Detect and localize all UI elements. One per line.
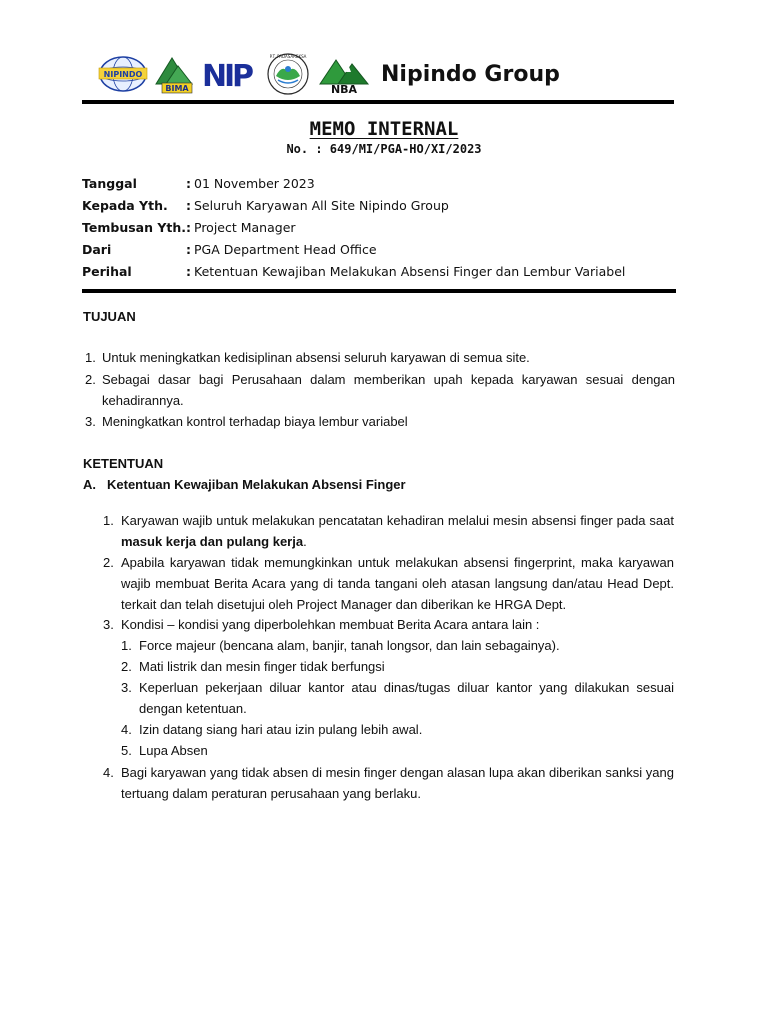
tujuan-item-line: kehadirannya.: [102, 393, 184, 408]
ketentuan-item-line: Karyawan wajib untuk melakukan pencatatan kehadiran melalui mesin absensi finger pada saat: [121, 513, 674, 528]
list-number: 3.: [85, 414, 96, 429]
sub-list-number: 3.: [121, 680, 132, 695]
detail-value: PGA Department Head Office: [194, 242, 377, 257]
tujuan-item-line: Meningkatkan kontrol terhadap biaya lembur variabel: [102, 414, 408, 429]
detail-colon: :: [186, 242, 191, 257]
detail-label: Kepada Yth.: [82, 198, 168, 213]
bima-logo: [152, 52, 196, 96]
detail-value: Seluruh Karyawan All Site Nipindo Group: [194, 198, 449, 213]
detail-label: Tembusan Yth.: [82, 220, 187, 235]
sub-item-line: Mati listrik dan mesin finger tidak berfungsi: [139, 659, 385, 674]
detail-label: Perihal: [82, 264, 132, 279]
detail-colon: :: [186, 264, 191, 279]
pama-logo-text: P.T. PADASAREKSA: [269, 54, 307, 59]
sub-item-line: dengan ketentuan.: [139, 701, 247, 716]
detail-label: Dari: [82, 242, 112, 257]
sub-item-line: Izin datang siang hari atau izin pulang lebih awal.: [139, 722, 423, 737]
tujuan-heading: TUJUAN: [83, 309, 136, 324]
tujuan-item-line: Sebagai dasar bagi Perusahaan dalam memberikan upah kepada karyawan sesuai dengan: [102, 372, 675, 387]
memo-number: No. : 649/MI/PGA-HO/XI/2023: [286, 142, 482, 156]
nipindo-logo-text: NIPINDO: [103, 70, 143, 79]
list-number: 1.: [103, 513, 114, 528]
detail-colon: :: [186, 176, 191, 191]
ketentuan-item-line: [121, 531, 674, 552]
sub-list-number: 4.: [121, 722, 132, 737]
header-divider: [82, 100, 674, 104]
nip-logo-text: NIP: [202, 59, 254, 94]
list-number: 2.: [103, 555, 114, 570]
ketentuan-item-line: wajib membuat Berita Acara yang di tanda tangani oleh atasan langsung dan/atau Head Dept.: [121, 576, 674, 591]
nba-logo: [318, 52, 370, 96]
sub-item-line: Force majeur (bencana alam, banjir, tanah longsor, dan lain sebagainya).: [139, 638, 560, 653]
logo-strip: [96, 52, 370, 96]
sub-item-line: Lupa Absen: [139, 743, 208, 758]
details-divider: [82, 289, 676, 293]
ketentuan-heading: KETENTUAN: [83, 456, 164, 471]
ketentuan-item-line: tertuang dalam peraturan perusahaan yang berlaku.: [121, 786, 421, 801]
nba-logo-text: NBA: [330, 83, 358, 96]
nip-logo: [202, 52, 258, 96]
detail-value: Project Manager: [194, 220, 296, 235]
sub-item-line: Keperluan pekerjaan diluar kantor atau dinas/tugas diluar kantor yang dilakukan sesuai: [139, 680, 674, 695]
list-number: 4.: [103, 765, 114, 780]
sub-list-number: 5.: [121, 743, 132, 758]
ketentuan-item-line: terkait dan telah disetujui oleh Project Manager dan diberikan ke HRGA Dept.: [121, 597, 567, 612]
ketentuan-item-line: Bagi karyawan yang tidak absen di mesin finger dengan alasan lupa akan diberikan sanksi yang: [121, 765, 674, 780]
pama-logo: [262, 52, 314, 96]
emphasis-text: masuk kerja dan pulang kerja: [121, 534, 304, 549]
trailing-text: .: [303, 534, 307, 549]
ketentuan-item-line: Kondisi – kondisi yang diperbolehkan membuat Berita Acara antara lain :: [121, 617, 540, 632]
memo-title: MEMO INTERNAL: [309, 118, 459, 140]
bima-logo-text: BIMA: [165, 84, 189, 93]
detail-colon: :: [186, 220, 191, 235]
list-number: 1.: [85, 350, 96, 365]
sub-list-number: 2.: [121, 659, 132, 674]
section-a-heading: Ketentuan Kewajiban Melakukan Absensi Finger: [107, 477, 406, 492]
nipindo-logo: [96, 52, 150, 96]
detail-value: Ketentuan Kewajiban Melakukan Absensi Finger dan Lembur Variabel: [194, 264, 626, 279]
section-letter: A.: [83, 477, 96, 492]
tujuan-item-line: Untuk meningkatkan kedisiplinan absensi seluruh karyawan di semua site.: [102, 350, 530, 365]
group-name: Nipindo Group: [381, 62, 560, 87]
list-number: 2.: [85, 372, 96, 387]
sub-list-number: 1.: [121, 638, 132, 653]
detail-colon: :: [186, 198, 191, 213]
ketentuan-item-line: Apabila karyawan tidak memungkinkan untuk melakukan absensi fingerprint, maka karyawan: [121, 555, 674, 570]
detail-value: 01 November 2023: [194, 176, 315, 191]
list-number: 3.: [103, 617, 114, 632]
detail-label: Tanggal: [82, 176, 137, 191]
